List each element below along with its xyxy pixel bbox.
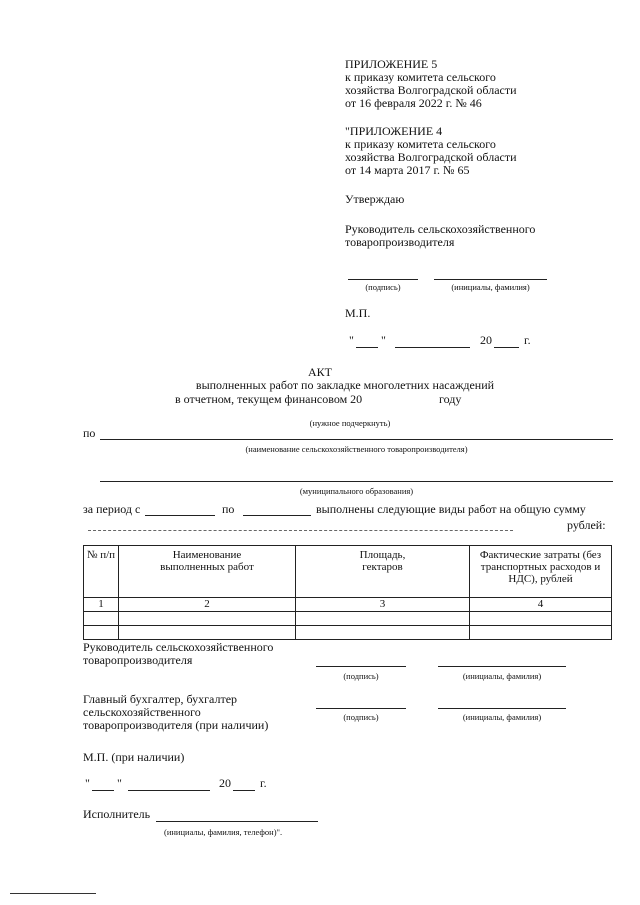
- bottom-date-day-line: [92, 790, 114, 791]
- approve-date-year: 20: [480, 333, 492, 347]
- period-to-line: [243, 515, 311, 516]
- approve-signature-caption: (подпись): [365, 282, 401, 292]
- accountant-name-line: [438, 708, 566, 709]
- appendix-4-region-line: хозяйства Волгоградской области: [345, 150, 517, 164]
- table-row: [84, 612, 612, 626]
- by-label: по: [83, 426, 96, 440]
- producer-caption: (наименование сельскохозяйственного товаропроизводителя): [245, 444, 468, 454]
- accountant-signature-line: [316, 708, 406, 709]
- approve-role-line2: товаропроизводителя: [345, 235, 455, 249]
- header-area-text: Площадь, гектаров: [359, 549, 406, 573]
- approve-date-day-line: [356, 347, 378, 348]
- header-costs: Фактические затраты (без транспортных расходов и НДС), рублей: [470, 546, 612, 598]
- head-signature-caption: (подпись): [343, 671, 379, 681]
- executor-label: Исполнитель: [83, 807, 151, 821]
- approve-date-month-line: [395, 347, 470, 348]
- appendix-4-block: [345, 125, 517, 177]
- period-suffix: выполнены следующие виды работ на общую сумму: [316, 502, 586, 516]
- appendix-5-title: ПРИЛОЖЕНИЕ 5: [345, 57, 438, 71]
- approve-stamp: М.П.: [345, 306, 371, 320]
- municipal-caption: (муниципального образования): [299, 486, 414, 496]
- accountant-title-line1: Главный бухгалтер, бухгалтер: [83, 692, 238, 706]
- head-title: [83, 641, 273, 667]
- header-area: [296, 546, 470, 598]
- bottom-date-quote-close: ": [117, 776, 122, 790]
- bottom-date-month-line: [128, 790, 210, 791]
- approve-name-line: [434, 279, 547, 280]
- accountant-title: [83, 693, 268, 732]
- appendix-5-order-line: к приказу комитета сельского: [345, 70, 496, 84]
- approve-role-line1: Руководитель сельскохозяйственного: [345, 222, 536, 236]
- appendix-4-order-line: к приказу комитета сельского: [345, 137, 496, 151]
- bottom-date-quote-open: ": [85, 776, 90, 790]
- bottom-date-year-line: [233, 790, 255, 791]
- header-work-name: [119, 546, 296, 598]
- table-cell: [119, 626, 296, 640]
- appendix-5-date-line: от 16 февраля 2022 г. № 46: [345, 96, 482, 110]
- municipal-line: [100, 481, 613, 482]
- table-cell: [119, 612, 296, 626]
- header-work-name-text: Наименование выполненных работ: [160, 549, 254, 573]
- table-cell: [470, 612, 612, 626]
- header-number: № п/п: [84, 546, 119, 598]
- head-title-line1: Руководитель сельскохозяйственного: [83, 640, 274, 654]
- table-cell: [84, 626, 119, 640]
- accountant-title-line3: товаропроизводителя (при наличии): [83, 718, 269, 732]
- amount-line: [88, 530, 513, 531]
- table-header-row: [84, 546, 612, 598]
- col-number-4: 4: [470, 598, 612, 612]
- currency-label: рублей:: [567, 518, 606, 532]
- head-name-line: [438, 666, 566, 667]
- footnote-separator: [10, 893, 96, 894]
- appendix-5-region-line: хозяйства Волгоградской области: [345, 83, 517, 97]
- executor-line: [156, 821, 318, 822]
- head-title-line2: товаропроизводителя: [83, 653, 193, 667]
- act-subtitle-2-end: году: [439, 392, 462, 406]
- approve-role: [345, 223, 535, 249]
- approve-date-quote-open: ": [349, 333, 354, 347]
- appendix-4-date-line: от 14 марта 2017 г. № 65: [345, 163, 470, 177]
- table-row: [84, 626, 612, 640]
- producer-line: [100, 439, 613, 440]
- approve-date-year-line: [494, 347, 519, 348]
- col-number-2: 2: [119, 598, 296, 612]
- approve-date-quote-close: ": [381, 333, 386, 347]
- act-title: АКТ: [308, 365, 332, 379]
- col-number-3: 3: [296, 598, 470, 612]
- table-cell: [296, 612, 470, 626]
- act-subtitle-2: в отчетном, текущем финансовом 20: [175, 392, 363, 406]
- period-from-line: [145, 515, 215, 516]
- period-to-label: по: [222, 502, 235, 516]
- executor-caption: (инициалы, фамилия, телефон)".: [164, 827, 283, 837]
- bottom-date-year: 20: [219, 776, 231, 790]
- works-table: [83, 545, 612, 640]
- accountant-name-caption: (инициалы, фамилия): [462, 712, 542, 722]
- col-number-1: 1: [84, 598, 119, 612]
- approve-title: Утверждаю: [345, 192, 405, 206]
- accountant-title-line2: сельскохозяйственного: [83, 705, 201, 719]
- table-cell: [296, 626, 470, 640]
- table-number-row: [84, 598, 612, 612]
- approve-signature-line: [348, 279, 418, 280]
- approve-date-suffix: г.: [524, 333, 531, 347]
- approve-name-caption: (инициалы, фамилия): [451, 282, 530, 292]
- accountant-signature-caption: (подпись): [343, 712, 379, 722]
- bottom-stamp: М.П. (при наличии): [83, 750, 185, 764]
- appendix-5-block: [345, 58, 517, 110]
- appendix-4-title: "ПРИЛОЖЕНИЕ 4: [345, 124, 443, 138]
- table-cell: [470, 626, 612, 640]
- bottom-date-suffix: г.: [260, 776, 267, 790]
- head-signature-line: [316, 666, 406, 667]
- act-subtitle-1: выполненных работ по закладке многолетних насаждений: [195, 378, 495, 392]
- period-prefix: за период с: [83, 502, 141, 516]
- table-cell: [84, 612, 119, 626]
- underline-hint: (нужное подчеркнуть): [309, 418, 391, 428]
- head-name-caption: (инициалы, фамилия): [462, 671, 542, 681]
